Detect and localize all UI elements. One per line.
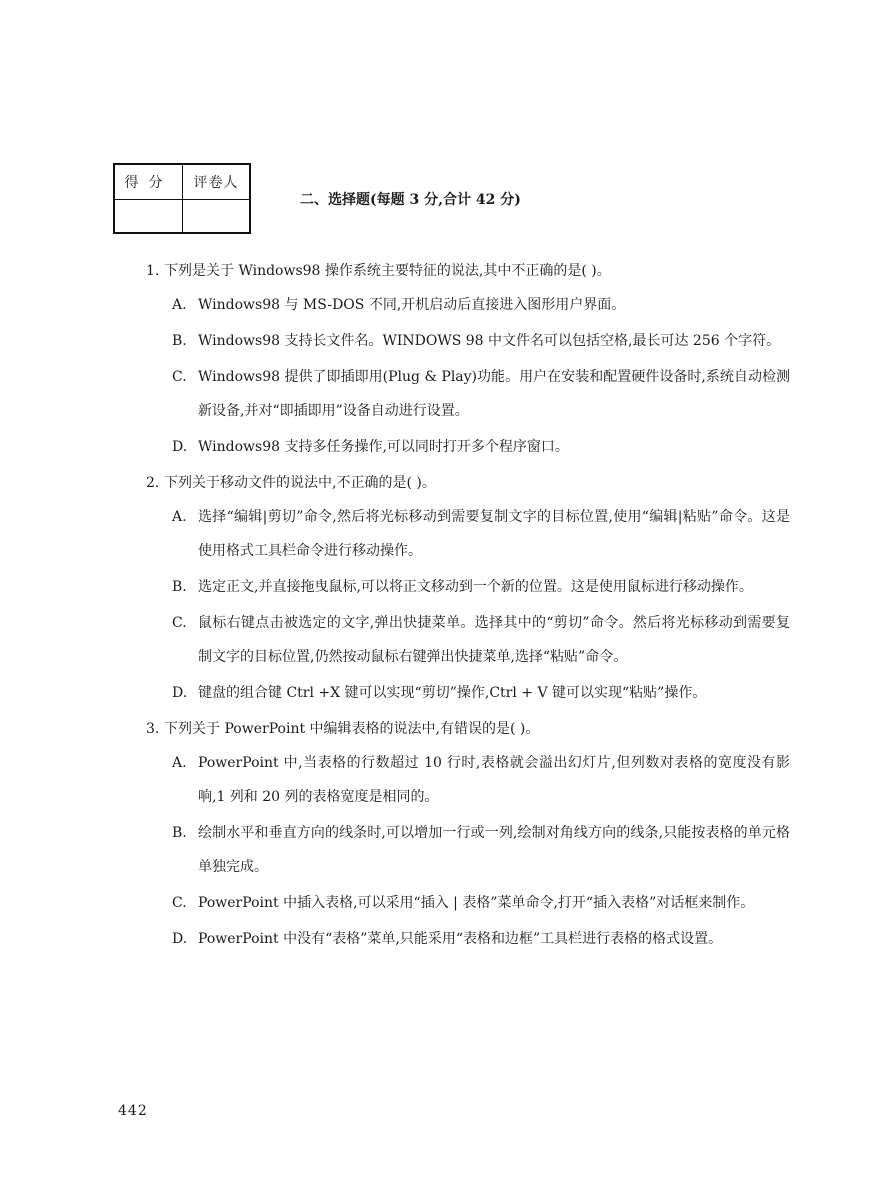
option-text: 鼠标右键点击被选定的文字,弹出快捷菜单。选择其中的“剪切”命令。然后将光标移动到需要复制文字的目标位置,仍然按动鼠标右键弹出快捷菜单,选择“粘贴”命令。	[198, 615, 790, 665]
option-letter: C.	[172, 895, 187, 911]
option-letter: B.	[172, 825, 187, 841]
option-text: PowerPoint 中没有“表格”菜单,只能采用“表格和边框”工具栏进行表格的格式设置。	[198, 931, 723, 947]
option-letter: A.	[172, 755, 187, 771]
option-text: 绘制水平和垂直方向的线条时,可以增加一行或一列,绘制对角线方向的线条,只能按表格的单元格单独完成。	[198, 825, 790, 875]
grader-cell	[183, 200, 251, 234]
option-b	[172, 324, 806, 358]
option-b	[172, 570, 806, 604]
option-text: PowerPoint 中插入表格,可以采用“插入 | 表格”菜单命令,打开“插入表格”对话框来制作。	[198, 895, 755, 911]
question-stem: 下列是关于 Windows98 操作系统主要特征的说法,其中不正确的是( )。	[164, 263, 611, 279]
option-a	[172, 500, 806, 568]
question-list	[146, 254, 806, 958]
option-d	[172, 430, 806, 464]
score-header: 得分	[114, 164, 183, 200]
option-letter: A.	[172, 297, 187, 313]
option-text: 键盘的组合键 Ctrl +X 键可以实现“剪切”操作,Ctrl + V 键可以实现“粘贴”操作。	[198, 685, 707, 701]
question-3	[146, 712, 806, 956]
score-cell	[114, 200, 183, 234]
question-2	[146, 466, 806, 710]
question-stem: 下列关于 PowerPoint 中编辑表格的说法中,有错误的是( )。	[164, 721, 540, 737]
option-letter: A.	[172, 509, 187, 525]
option-letter: D.	[172, 439, 188, 455]
option-text: Windows98 与 MS-DOS 不同,开机启动后直接进入图形用户界面。	[198, 297, 626, 313]
option-b	[172, 816, 806, 884]
question-1	[146, 254, 806, 464]
option-a	[172, 288, 806, 322]
question-number: 3.	[146, 721, 160, 737]
option-text: 选定正文,并直接拖曳鼠标,可以将正文移动到一个新的位置。这是使用鼠标进行移动操作。	[198, 579, 753, 595]
option-text: Windows98 支持长文件名。WINDOWS 98 中文件名可以包括空格,最长可达 256 个字符。	[198, 333, 781, 349]
option-d	[172, 922, 806, 956]
option-letter: B.	[172, 333, 187, 349]
option-c	[172, 606, 806, 674]
option-list	[172, 500, 806, 710]
option-letter: D.	[172, 931, 188, 947]
question-stem: 下列关于移动文件的说法中,不正确的是( )。	[164, 475, 436, 491]
option-text: Windows98 提供了即插即用(Plug & Play)功能。用户在安装和配置硬件设备时,系统自动检测新设备,并对“即插即用”设备自动进行设置。	[198, 369, 790, 419]
option-list	[172, 746, 806, 956]
option-d	[172, 676, 806, 710]
option-text: PowerPoint 中,当表格的行数超过 10 行时,表格就会溢出幻灯片,但列数对表格的宽度没有影响,1 列和 20 列的表格宽度是相同的。	[198, 755, 790, 805]
grader-header: 评卷人	[183, 164, 251, 200]
option-a	[172, 746, 806, 814]
option-c	[172, 886, 806, 920]
section-title: 二、选择题(每题 3 分,合计 42 分)	[300, 192, 521, 208]
question-number: 2.	[146, 475, 160, 491]
option-letter: D.	[172, 685, 188, 701]
option-text: Windows98 支持多任务操作,可以同时打开多个程序窗口。	[198, 439, 569, 455]
option-text: 选择“编辑|剪切”命令,然后将光标移动到需要复制文字的目标位置,使用“编辑|粘贴”命令。这是使用格式工具栏命令进行移动操作。	[198, 509, 790, 559]
option-letter: C.	[172, 615, 187, 631]
option-list	[172, 288, 806, 464]
option-letter: B.	[172, 579, 187, 595]
page-number: 442	[118, 1103, 148, 1119]
score-table	[113, 163, 251, 234]
option-letter: C.	[172, 369, 187, 385]
question-number: 1.	[146, 263, 160, 279]
option-c	[172, 360, 806, 428]
